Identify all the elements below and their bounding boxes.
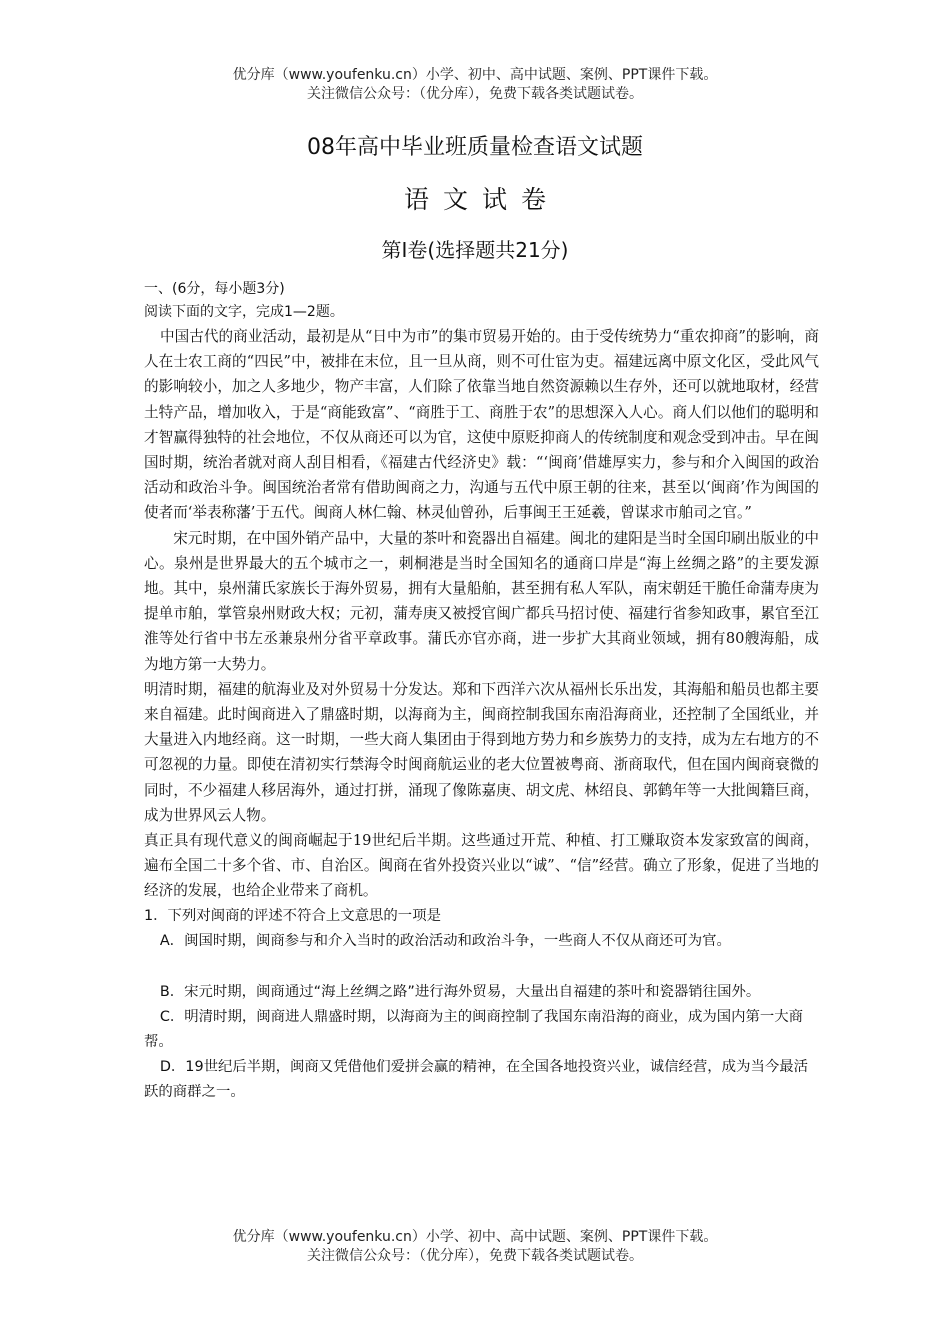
passage-paragraph-1: 中国古代的商业活动，最初是从“日中为市”的集市贸易开始的。由于受传统势力“重农抑商”的影响，商人在士农工商的“四民”中，被排在末位，且一旦从商，则不可仕宦为吏。福建远离中原文化区，受此风气的影响较小，加之人多地少，物产丰富，人们除了依靠当地自然资源赖以生存外，还可以就地取材，经营土特产品，增加收入，于是“商能致富”、“商胜于工、商胜于农”的思想深入人心。商人们以他们的聪明和才智赢得独特的社会地位，不仅从商还可以为官，这使中原贬抑商人的传统制度和观念受到冲击。早在闽国时期，统治者就对商人刮目相看，《福建古代经济史》载：“‘闽商’借雄厚实力，参与和介入闽国的政治活动和政治斗争。闽国统治者常有借助闽商之力，沟通与五代中原王朝的往来，甚至以‘闽商’作为闽国的使者而‘举表称藩’于五代。闽商人林仁翰、林灵仙曾孙，后事闽王王延羲，曾谋求市舶司之官。” (144, 328, 819, 522)
page-header (0, 66, 950, 104)
footer-line-2: 关注微信公众号：（优分库），免费下载各类试题试卷。 (307, 1248, 643, 1264)
passage-paragraph-4: 真正具有现代意义的闽商崛起于19世纪后半期。这些通过开荒、种植、打工赚取资本发家致富的闽商，遍布全国二十多个省、市、自治区。闽商在省外投资兴业以“诚”、“信”经营。确立了形象，促进了当地的经济的发展，也给企业带来了商机。 (144, 832, 819, 900)
question-1-option-b: B．宋元时期，闽商通过“海上丝绸之路”进行海外贸易，大量出自福建的茶叶和瓷器销往国外。 (159, 983, 761, 1000)
exam-title: 08年高中毕业班质量检查语文试题 (307, 135, 643, 160)
exam-subtitle: 语文试卷 (403, 185, 560, 214)
page-footer (0, 1228, 950, 1266)
spacer (144, 954, 819, 980)
passage-paragraph-2: 宋元时期，在中国外销产品中，大量的茶叶和瓷器出自福建。闽北的建阳是当时全国印刷出版业的中心。泉州是世界最大的五个城市之一，刺桐港是当时全国知名的通商口岸是“海上丝绸之路”的主要发源地。其中，泉州蒲氏家族长于海外贸易，拥有大量船舶，甚至拥有私人军队，南宋朝廷干脆任命蒲寿庚为提单市舶，掌管泉州财政大权；元初，蒲寿庚又被授官闽广都兵马招讨使、福建行省参知政事，累官至江淮等处行省中书左丞兼泉州分省平章政事。蒲氏亦官亦商，进一步扩大其商业领域，拥有80艘海船，成为地方第一大势力。 (144, 529, 819, 673)
question-1-option-a: A．闽国时期，闽商参与和介入当时的政治活动和政治斗争，一些商人不仅从商还可为官。 (159, 932, 731, 949)
exam-body (144, 278, 819, 1105)
footer-line-1: 优分库（www.youfenku.cn）小学、初中、高中试题、案例、PPT课件下载。 (232, 1229, 718, 1245)
part-instruction: 阅读下面的文字，完成1—2题。 (144, 304, 344, 320)
question-1-option-d: D．19世纪后半期，闽商又凭借他们爱拼会赢的精神，在全国各地投资兴业，诚信经营，成为当今最活跃的商群之一。 (144, 1058, 809, 1100)
passage-paragraph-3: 明清时期，福建的航海业及对外贸易十分发达。郑和下西洋六次从福州长乐出发，其海船和船员也都主要来自福建。此时闽商进入了鼎盛时期，以海商为主，闽商控制我国东南沿海商业，还控制了全国纸业，并大量进入内地经商。这一时期，一些大商人集团由于得到地方势力和乡族势力的支持，成为左右地方的不可忽视的力量。即使在清初实行禁海令时闽商航运业的老大位置被粤商、浙商取代，但在国内闽商衰微的同时，不少福建人移居海外，通过打拼，涌现了像陈嘉庚、胡文虎、林绍良、郭鹤年等一大批闽籍巨商，成为世界风云人物。 (144, 680, 819, 824)
header-line-1: 优分库（www.youfenku.cn）小学、初中、高中试题、案例、PPT课件下载。 (232, 67, 718, 83)
part-heading: 一、(6分，每小题3分) (144, 281, 285, 297)
question-1-option-c: C．明清时期，闽商进人鼎盛时期，以海商为主的闽商控制了我国东南沿海的商业，成为国内第一大商帮。 (144, 1008, 804, 1050)
header-line-2: 关注微信公众号：（优分库），免费下载各类试题试卷。 (307, 86, 643, 102)
section-title: 第I卷(选择题共21分) (381, 238, 569, 262)
question-1-stem: 1．下列对闽商的评述不符合上文意思的一项是 (144, 907, 441, 924)
